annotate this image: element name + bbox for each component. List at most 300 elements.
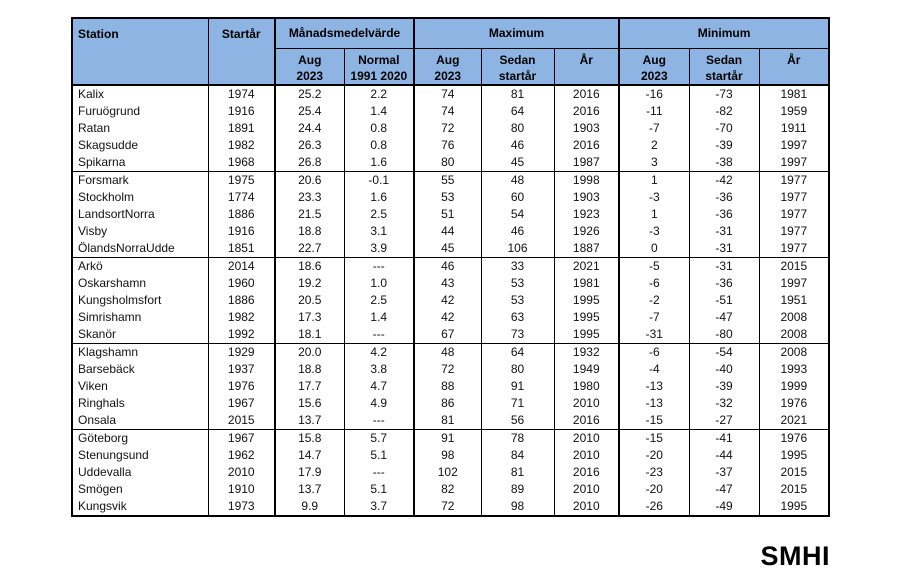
cell-max-year: 1926 <box>554 223 619 240</box>
cell-min-year: 1995 <box>759 447 829 464</box>
table-row <box>72 137 829 154</box>
subheader-max-year: År <box>554 48 619 85</box>
cell-max-year: 1903 <box>554 120 619 137</box>
cell-min-year: 1977 <box>759 240 829 258</box>
table-row <box>72 344 829 362</box>
cell-max-aug: 86 <box>414 395 481 412</box>
cell-mean-normal: 2.5 <box>344 292 414 309</box>
column-group-minimum: Minimum <box>619 18 829 48</box>
cell-station: Arkö <box>72 258 208 276</box>
cell-min-aug: -7 <box>619 309 689 326</box>
table-row <box>72 120 829 137</box>
cell-max-since: 48 <box>481 172 554 190</box>
cell-max-since: 54 <box>481 206 554 223</box>
cell-max-year: 2010 <box>554 498 619 516</box>
cell-min-since: -40 <box>689 361 759 378</box>
cell-mean-normal: 5.1 <box>344 447 414 464</box>
cell-mean-aug: 13.7 <box>275 481 344 498</box>
cell-max-aug: 80 <box>414 154 481 172</box>
cell-min-year: 1993 <box>759 361 829 378</box>
cell-min-aug: -2 <box>619 292 689 309</box>
table-row <box>72 223 829 240</box>
cell-max-since: 80 <box>481 120 554 137</box>
subheader-min-since-line2: startår <box>705 68 743 83</box>
cell-mean-normal: 4.7 <box>344 378 414 395</box>
cell-station: Oskarshamn <box>78 276 147 290</box>
table-row <box>72 378 829 395</box>
cell-min-aug: 3 <box>619 154 689 172</box>
cell-max-year: 2016 <box>554 137 619 154</box>
cell-min-year: 1977 <box>759 206 829 223</box>
table-row <box>72 240 829 258</box>
cell-min-year: 2015 <box>759 464 829 481</box>
cell-min-aug: -23 <box>619 464 689 481</box>
cell-max-since: 89 <box>481 481 554 498</box>
table-row <box>72 206 829 223</box>
cell-min-aug: -13 <box>619 395 689 412</box>
cell-min-since: -31 <box>689 223 759 240</box>
cell-min-year: 2021 <box>759 412 829 430</box>
cell-mean-aug: 22.7 <box>275 240 344 258</box>
cell-max-since: 56 <box>481 412 554 430</box>
table-row <box>72 309 829 326</box>
table-row <box>72 154 829 172</box>
cell-mean-aug: 14.7 <box>275 447 344 464</box>
cell-station: Smögen <box>78 482 123 496</box>
cell-station: Viken <box>78 379 108 393</box>
table-row <box>72 85 829 103</box>
cell-mean-normal: 1.6 <box>344 154 414 172</box>
subheader-mean-aug-line2: 2023 <box>296 68 324 83</box>
cell-max-aug: 44 <box>414 223 481 240</box>
cell-max-year: 2016 <box>554 412 619 430</box>
cell-max-since: 60 <box>481 189 554 206</box>
cell-startyear: 2015 <box>208 412 275 430</box>
cell-max-year: 1981 <box>554 275 619 292</box>
cell-mean-aug: 18.6 <box>275 258 344 276</box>
cell-mean-aug: 24.4 <box>275 120 344 137</box>
cell-mean-aug: 26.8 <box>275 154 344 172</box>
cell-min-year: 1976 <box>759 395 829 412</box>
cell-max-year: 2016 <box>554 85 619 103</box>
cell-min-year: 1997 <box>759 154 829 172</box>
cell-station: ÖlandsNorraUdde <box>78 241 175 255</box>
cell-min-aug: -13 <box>619 378 689 395</box>
cell-min-aug: -6 <box>619 344 689 362</box>
cell-mean-normal: 2.5 <box>344 206 414 223</box>
cell-min-since: -54 <box>689 344 759 362</box>
cell-mean-aug: 13.7 <box>275 412 344 430</box>
station-statistics-table <box>71 17 830 517</box>
cell-max-year: 1932 <box>554 344 619 362</box>
cell-station: Onsala <box>78 413 117 427</box>
cell-max-year: 1998 <box>554 172 619 190</box>
cell-mean-aug: 15.6 <box>275 395 344 412</box>
cell-max-since: 45 <box>481 154 554 172</box>
cell-min-aug: -3 <box>619 223 689 240</box>
cell-min-aug: 0 <box>619 240 689 258</box>
cell-startyear: 1975 <box>208 172 275 190</box>
subheader-max-aug <box>414 48 481 85</box>
subheader-max-aug-line2: 2023 <box>434 68 462 83</box>
cell-station: Simrishamn <box>78 310 142 324</box>
cell-min-year: 1977 <box>759 172 829 190</box>
cell-max-year: 1995 <box>554 326 619 344</box>
cell-max-since: 106 <box>481 240 554 258</box>
cell-startyear: 1891 <box>208 120 275 137</box>
cell-min-year: 2015 <box>759 481 829 498</box>
subheader-max-since-line1: Sedan <box>499 52 536 67</box>
table-row <box>72 189 829 206</box>
cell-max-aug: 72 <box>414 120 481 137</box>
cell-startyear: 2014 <box>208 258 275 276</box>
cell-max-aug: 82 <box>414 481 481 498</box>
cell-min-aug: 2 <box>619 137 689 154</box>
cell-min-aug: -16 <box>619 85 689 103</box>
subheader-max-aug-line1: Aug <box>436 52 460 67</box>
table-row <box>72 430 829 448</box>
cell-min-aug: -15 <box>619 430 689 448</box>
cell-mean-aug: 20.0 <box>275 344 344 362</box>
cell-startyear: 1851 <box>208 240 275 258</box>
cell-min-since: -36 <box>689 275 759 292</box>
cell-max-since: 63 <box>481 309 554 326</box>
cell-min-since: -37 <box>689 464 759 481</box>
cell-station: Kungsvik <box>78 499 127 513</box>
cell-min-since: -39 <box>689 378 759 395</box>
cell-startyear: 1910 <box>208 481 275 498</box>
cell-mean-normal: 1.6 <box>344 189 414 206</box>
cell-min-since: -44 <box>689 447 759 464</box>
cell-mean-aug: 17.9 <box>275 464 344 481</box>
cell-max-aug: 81 <box>414 412 481 430</box>
cell-mean-normal: --- <box>344 412 414 430</box>
subheader-max-since <box>481 48 554 85</box>
column-group-monthly-mean: Månadsmedelvärde <box>275 18 414 48</box>
table-row <box>72 275 829 292</box>
cell-station: Ringhals <box>78 396 125 410</box>
subheader-mean-normal-line1: Normal <box>358 52 400 67</box>
cell-mean-normal: --- <box>344 258 414 276</box>
cell-startyear: 1968 <box>208 154 275 172</box>
cell-min-since: -70 <box>689 120 759 137</box>
cell-mean-normal: 0.8 <box>344 120 414 137</box>
cell-max-since: 64 <box>481 344 554 362</box>
cell-max-year: 1987 <box>554 154 619 172</box>
subheader-mean-aug <box>275 48 344 85</box>
cell-max-aug: 74 <box>414 103 481 120</box>
cell-min-aug: -31 <box>619 326 689 344</box>
cell-mean-aug: 25.4 <box>275 103 344 120</box>
cell-mean-normal: --- <box>344 464 414 481</box>
cell-max-aug: 98 <box>414 447 481 464</box>
cell-min-aug: -6 <box>619 275 689 292</box>
cell-startyear: 1967 <box>208 430 275 448</box>
cell-min-year: 1981 <box>759 85 829 103</box>
column-header-startyear: Startår <box>208 18 275 85</box>
column-group-maximum: Maximum <box>414 18 619 48</box>
header-row-groups <box>72 18 829 48</box>
cell-min-year: 1977 <box>759 189 829 206</box>
cell-min-since: -49 <box>689 498 759 516</box>
cell-max-year: 2016 <box>554 464 619 481</box>
cell-mean-normal: 1.4 <box>344 103 414 120</box>
cell-max-since: 71 <box>481 395 554 412</box>
cell-station: Stenungsund <box>78 448 149 462</box>
subheader-mean-aug-line1: Aug <box>298 52 322 67</box>
subheader-min-aug-line1: Aug <box>642 52 666 67</box>
cell-mean-normal: 1.0 <box>344 275 414 292</box>
cell-mean-aug: 17.7 <box>275 378 344 395</box>
cell-max-since: 53 <box>481 292 554 309</box>
cell-station: Klagshamn <box>72 344 208 362</box>
subheader-min-since <box>689 48 759 85</box>
subheader-min-aug <box>619 48 689 85</box>
cell-max-since: 46 <box>481 137 554 154</box>
cell-max-aug: 48 <box>414 344 481 362</box>
cell-min-aug: 1 <box>619 206 689 223</box>
cell-min-since: -47 <box>689 481 759 498</box>
cell-max-aug: 43 <box>414 275 481 292</box>
cell-min-since: -31 <box>689 258 759 276</box>
cell-min-aug: -26 <box>619 498 689 516</box>
cell-mean-normal: 3.9 <box>344 240 414 258</box>
cell-mean-aug: 21.5 <box>275 206 344 223</box>
cell-min-year: 1959 <box>759 103 829 120</box>
cell-min-since: -39 <box>689 137 759 154</box>
cell-min-aug: -11 <box>619 103 689 120</box>
cell-station: LandsortNorra <box>78 207 155 221</box>
cell-max-aug: 88 <box>414 378 481 395</box>
cell-min-year: 1951 <box>759 292 829 309</box>
cell-max-year: 2010 <box>554 481 619 498</box>
table-row <box>72 326 829 344</box>
table-row <box>72 361 829 378</box>
cell-mean-aug: 26.3 <box>275 137 344 154</box>
cell-mean-normal: 5.7 <box>344 430 414 448</box>
cell-startyear: 1929 <box>208 344 275 362</box>
cell-max-year: 2016 <box>554 103 619 120</box>
table-row <box>72 464 829 481</box>
cell-min-year: 1977 <box>759 223 829 240</box>
cell-mean-normal: 2.2 <box>344 85 414 103</box>
cell-mean-aug: 18.8 <box>275 361 344 378</box>
cell-max-since: 73 <box>481 326 554 344</box>
cell-min-since: -51 <box>689 292 759 309</box>
cell-max-year: 2010 <box>554 447 619 464</box>
cell-mean-normal: 3.7 <box>344 498 414 516</box>
cell-max-since: 81 <box>481 85 554 103</box>
cell-mean-normal: 1.4 <box>344 309 414 326</box>
cell-mean-aug: 20.6 <box>275 172 344 190</box>
cell-startyear: 1982 <box>208 309 275 326</box>
cell-min-year: 2015 <box>759 258 829 276</box>
subheader-mean-normal <box>344 48 414 85</box>
cell-min-since: -31 <box>689 240 759 258</box>
cell-max-since: 53 <box>481 275 554 292</box>
cell-min-aug: -4 <box>619 361 689 378</box>
cell-min-aug: -15 <box>619 412 689 430</box>
cell-max-year: 1923 <box>554 206 619 223</box>
cell-min-year: 1976 <box>759 430 829 448</box>
cell-mean-normal: 0.8 <box>344 137 414 154</box>
cell-max-aug: 45 <box>414 240 481 258</box>
cell-max-aug: 51 <box>414 206 481 223</box>
subheader-min-aug-line2: 2023 <box>640 68 668 83</box>
table-header <box>72 18 829 85</box>
cell-startyear: 1976 <box>208 378 275 395</box>
cell-max-since: 84 <box>481 447 554 464</box>
cell-startyear: 1974 <box>208 85 275 103</box>
cell-min-year: 1995 <box>759 498 829 516</box>
cell-min-aug: -20 <box>619 447 689 464</box>
cell-max-since: 64 <box>481 103 554 120</box>
cell-max-year: 1980 <box>554 378 619 395</box>
cell-station: Göteborg <box>72 430 208 448</box>
cell-station: Uddevalla <box>78 465 132 479</box>
cell-station: Ratan <box>78 121 111 135</box>
cell-startyear: 1774 <box>208 189 275 206</box>
cell-min-year: 1999 <box>759 378 829 395</box>
cell-min-aug: -20 <box>619 481 689 498</box>
cell-station: Furuögrund <box>78 104 141 118</box>
cell-max-since: 80 <box>481 361 554 378</box>
cell-max-aug: 67 <box>414 326 481 344</box>
cell-startyear: 1960 <box>208 275 275 292</box>
cell-station: Skagsudde <box>78 138 139 152</box>
table-row <box>72 481 829 498</box>
cell-max-aug: 91 <box>414 430 481 448</box>
cell-max-aug: 76 <box>414 137 481 154</box>
cell-station: Forsmark <box>72 172 208 190</box>
column-header-station: Station <box>72 18 208 85</box>
cell-max-year: 2010 <box>554 395 619 412</box>
cell-min-year: 1997 <box>759 275 829 292</box>
cell-min-since: -47 <box>689 309 759 326</box>
cell-min-aug: -5 <box>619 258 689 276</box>
cell-startyear: 1982 <box>208 137 275 154</box>
cell-min-aug: -3 <box>619 189 689 206</box>
cell-mean-aug: 23.3 <box>275 189 344 206</box>
cell-startyear: 1967 <box>208 395 275 412</box>
subheader-max-since-line2: startår <box>498 68 537 83</box>
cell-max-year: 2021 <box>554 258 619 276</box>
cell-station: Stockholm <box>78 190 135 204</box>
cell-max-since: 98 <box>481 498 554 516</box>
cell-mean-normal: -0.1 <box>344 172 414 190</box>
table-row <box>72 258 829 276</box>
cell-max-aug: 42 <box>414 292 481 309</box>
cell-startyear: 1886 <box>208 292 275 309</box>
cell-mean-aug: 25.2 <box>275 85 344 103</box>
cell-startyear: 1886 <box>208 206 275 223</box>
cell-min-since: -32 <box>689 395 759 412</box>
cell-startyear: 1916 <box>208 103 275 120</box>
cell-min-since: -73 <box>689 85 759 103</box>
cell-max-since: 46 <box>481 223 554 240</box>
cell-min-since: -38 <box>689 154 759 172</box>
cell-mean-aug: 18.1 <box>275 326 344 344</box>
cell-max-since: 33 <box>481 258 554 276</box>
cell-max-year: 1887 <box>554 240 619 258</box>
cell-min-since: -80 <box>689 326 759 344</box>
cell-max-since: 81 <box>481 464 554 481</box>
cell-max-year: 1949 <box>554 361 619 378</box>
cell-max-year: 1995 <box>554 309 619 326</box>
subheader-min-since-line1: Sedan <box>706 52 743 67</box>
cell-station: Barsebäck <box>78 362 135 376</box>
cell-min-since: -27 <box>689 412 759 430</box>
table-row <box>72 172 829 190</box>
cell-max-aug: 102 <box>414 464 481 481</box>
table-body <box>72 85 829 516</box>
cell-mean-normal: 3.8 <box>344 361 414 378</box>
cell-min-year: 1911 <box>759 120 829 137</box>
cell-min-aug: -7 <box>619 120 689 137</box>
cell-max-year: 2010 <box>554 430 619 448</box>
cell-max-aug: 72 <box>414 498 481 516</box>
cell-min-since: -42 <box>689 172 759 190</box>
cell-min-since: -36 <box>689 189 759 206</box>
cell-startyear: 1962 <box>208 447 275 464</box>
cell-station: Kungsholmsfort <box>78 293 162 307</box>
cell-mean-aug: 20.5 <box>275 292 344 309</box>
cell-min-year: 2008 <box>759 344 829 362</box>
cell-max-aug: 72 <box>414 361 481 378</box>
cell-mean-normal: --- <box>344 326 414 344</box>
subheader-mean-normal-line2: 1991 2020 <box>350 68 408 83</box>
smhi-logo: SMHI <box>760 541 830 571</box>
cell-max-year: 1995 <box>554 292 619 309</box>
cell-station: Kalix <box>78 87 105 101</box>
cell-min-since: -41 <box>689 430 759 448</box>
cell-mean-aug: 15.8 <box>275 430 344 448</box>
cell-mean-aug: 9.9 <box>275 498 344 516</box>
cell-min-since: -82 <box>689 103 759 120</box>
table-row <box>72 103 829 120</box>
cell-startyear: 1992 <box>208 326 275 344</box>
cell-min-aug: 1 <box>619 172 689 190</box>
cell-max-year: 1903 <box>554 189 619 206</box>
cell-mean-normal: 5.1 <box>344 481 414 498</box>
cell-min-since: -36 <box>689 206 759 223</box>
cell-mean-aug: 18.8 <box>275 223 344 240</box>
cell-min-year: 1997 <box>759 137 829 154</box>
cell-max-aug: 53 <box>414 189 481 206</box>
cell-min-year: 2008 <box>759 309 829 326</box>
cell-max-aug: 55 <box>414 172 481 190</box>
cell-startyear: 1916 <box>208 223 275 240</box>
table-row <box>72 447 829 464</box>
cell-mean-normal: 3.1 <box>344 223 414 240</box>
cell-station: Spikarna <box>78 155 126 169</box>
table-row <box>72 395 829 412</box>
cell-startyear: 1973 <box>208 498 275 516</box>
cell-mean-aug: 19.2 <box>275 275 344 292</box>
cell-station: Skanör <box>78 327 117 341</box>
subheader-min-year: År <box>759 48 829 85</box>
cell-station: Visby <box>78 224 108 238</box>
cell-min-year: 2008 <box>759 326 829 344</box>
cell-max-aug: 74 <box>414 85 481 103</box>
cell-max-since: 78 <box>481 430 554 448</box>
cell-mean-normal: 4.9 <box>344 395 414 412</box>
table-row <box>72 498 829 516</box>
cell-mean-normal: 4.2 <box>344 344 414 362</box>
cell-max-since: 91 <box>481 378 554 395</box>
cell-startyear: 2010 <box>208 464 275 481</box>
cell-mean-aug: 17.3 <box>275 309 344 326</box>
